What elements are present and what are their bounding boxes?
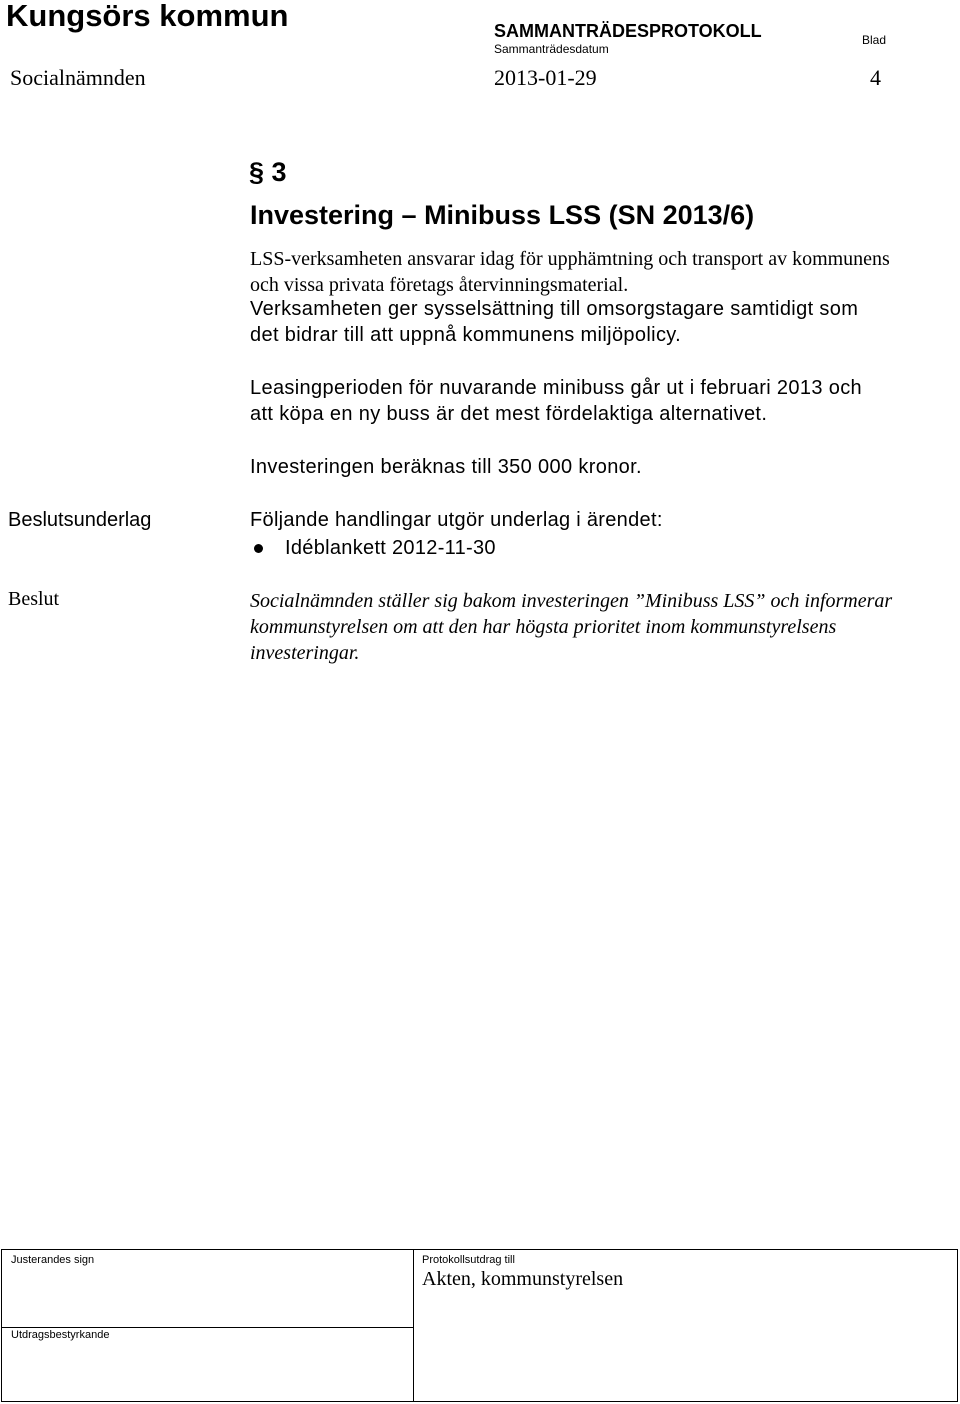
footer-divider	[413, 1327, 414, 1401]
section-number: § 3	[249, 157, 287, 187]
decision-label: Beslut	[8, 588, 60, 610]
page-label: Blad	[862, 33, 887, 47]
footer-divider	[413, 1250, 414, 1327]
signature-footer	[1, 1249, 958, 1402]
extract-recipient: Akten, kommunstyrelsen	[422, 1268, 624, 1290]
decision-text: Socialnämnden ställer sig bakom investeringen ”Minibuss LSS” och informerar kommunstyrelsen om att den har högsta prioritet inom kommunstyrelsens investeringar.	[250, 590, 893, 664]
meeting-date: 2013-01-29	[494, 65, 597, 90]
decision-basis-label: Beslutsunderlag	[8, 509, 152, 531]
section-title: Investering – Minibuss LSS (SN 2013/6)	[250, 200, 755, 230]
footer-divider	[2, 1327, 414, 1328]
meeting-date-label: Sammanträdesdatum	[494, 42, 609, 56]
document-item: Idéblankett 2012-11-30	[285, 537, 496, 559]
committee-name: Socialnämnden	[10, 65, 146, 90]
extract-certifier-label: Utdragsbestyrkande	[11, 1329, 110, 1341]
page-number: 4	[870, 65, 881, 90]
paragraph-3: Leasingperioden för nuvarande minibuss går ut i februari 2013 och att köpa en ny buss är det mest fördelaktiga alternativet.	[250, 377, 863, 425]
list-item	[250, 535, 496, 561]
bullet-icon	[254, 544, 263, 553]
organization-name: Kungsörs kommun	[6, 0, 289, 33]
paragraph-2: Verksamheten ger sysselsättning till omsorgstagare samtidigt som det bidrar till att uppnå kommunens miljöpolicy.	[250, 298, 859, 346]
paragraph-4: Investeringen beräknas till 350 000 kronor.	[250, 456, 642, 478]
paragraph-1: LSS-verksamheten ansvarar idag för upphämtning och transport av kommunens och vissa privata företags återvinningsmaterial.	[250, 248, 890, 296]
document-type: SAMMANTRÄDESPROTOKOLL	[494, 21, 762, 41]
extract-recipient-label: Protokollsutdrag till	[422, 1254, 515, 1266]
decision-basis-list	[250, 535, 496, 561]
decision-basis-intro: Följande handlingar utgör underlag i ärendet:	[250, 509, 663, 531]
adjuster-signature-label: Justerandes sign	[11, 1254, 95, 1266]
